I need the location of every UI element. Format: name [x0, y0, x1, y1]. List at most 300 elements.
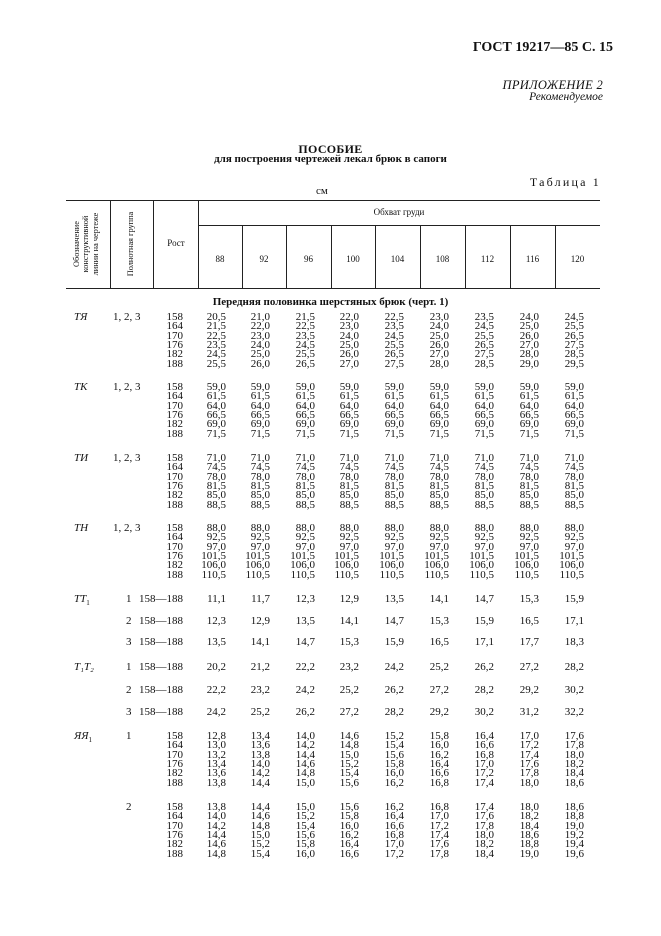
- measurement-value: 74,5: [206, 461, 226, 474]
- measurement-value: 25,2: [250, 706, 270, 718]
- measurement-value: 66,5: [206, 408, 226, 421]
- height-value: 164: [166, 810, 183, 823]
- measurement-value: 24,2: [295, 684, 315, 696]
- measurement-value: 88,0: [384, 522, 404, 534]
- height-value: 164: [166, 390, 183, 403]
- measurement-value: 81,5: [206, 479, 226, 492]
- appendix-title: ПРИЛОЖЕНИЕ 2: [502, 78, 603, 92]
- measurement-value: 18,4: [564, 767, 584, 780]
- measurement-value: 78,0: [250, 470, 270, 483]
- measurement-value: 16,5: [429, 636, 449, 648]
- measurement-value: 71,0: [519, 452, 539, 464]
- measurement-value: 17,2: [474, 767, 494, 780]
- measurement-value: 15,6: [384, 748, 404, 761]
- line-designation-subscript: 1: [86, 599, 90, 608]
- measurement-value: 61,5: [564, 390, 584, 403]
- measurement-value: 26,5: [564, 329, 584, 342]
- measurement-value: 59,0: [564, 381, 584, 393]
- measurement-value: 23,5: [295, 329, 315, 342]
- height-value: 182: [166, 348, 183, 361]
- measurement-value: 101,5: [290, 549, 315, 562]
- measurement-value: 14,8: [339, 739, 359, 752]
- measurement-value: 13,0: [206, 739, 226, 752]
- measurement-value: 18,8: [519, 838, 539, 851]
- measurement-value: 15,8: [384, 757, 404, 770]
- measurement-value: 88,5: [519, 498, 539, 511]
- measurement-value: 25,0: [250, 348, 270, 361]
- measurement-value: 71,5: [339, 427, 359, 440]
- measurement-value: 92,5: [206, 531, 226, 544]
- measurement-value: 101,5: [379, 549, 404, 562]
- measurement-value: 64,0: [295, 399, 315, 412]
- height-value: 158: [166, 381, 183, 393]
- measurement-value: 12,9: [250, 615, 270, 627]
- section-title: Передняя половинка шерстяных брюк (черт. 1): [212, 296, 449, 308]
- measurement-value: 61,5: [519, 390, 539, 403]
- measurement-value: 30,2: [564, 684, 584, 696]
- measurement-value: 14,1: [250, 636, 270, 648]
- measurement-value: 13,8: [250, 748, 270, 761]
- height-value: 158—188: [139, 684, 183, 696]
- header-height: Рост: [167, 238, 185, 248]
- measurement-value: 18,8: [564, 810, 584, 823]
- measurement-value: 71,0: [250, 452, 270, 464]
- measurement-value: 15,8: [339, 810, 359, 823]
- height-value: 182: [166, 838, 183, 851]
- measurement-value: 16,2: [384, 776, 404, 789]
- measurement-value: 26,2: [384, 684, 404, 696]
- measurement-value: 88,5: [295, 498, 315, 511]
- measurement-value: 92,5: [384, 531, 404, 544]
- measurement-value: 14,6: [339, 730, 359, 742]
- measurement-value: 85,0: [295, 489, 315, 502]
- height-value: 170: [166, 748, 183, 761]
- measurement-value: 66,5: [519, 408, 539, 421]
- measurement-value: 18,0: [519, 801, 539, 813]
- measurement-value: 17,4: [474, 776, 494, 789]
- measurement-value: 81,5: [339, 479, 359, 492]
- measurement-value: 17,0: [384, 838, 404, 851]
- fullness-group: 1: [126, 730, 132, 742]
- measurement-value: 85,0: [564, 489, 584, 502]
- measurement-value: 22,2: [206, 684, 226, 696]
- line-designation: Т₁Т₂: [74, 661, 94, 673]
- measurement-value: 27,0: [429, 348, 449, 361]
- measurement-value: 69,0: [564, 418, 584, 431]
- measurement-value: 97,0: [206, 540, 226, 553]
- height-value: 176: [166, 479, 183, 492]
- measurement-value: 24,0: [250, 338, 270, 351]
- measurement-value: 16,8: [429, 801, 449, 813]
- measurement-value: 14,6: [295, 757, 315, 770]
- measurement-value: 81,5: [295, 479, 315, 492]
- measurement-value: 78,0: [295, 470, 315, 483]
- chest-size-104: 104: [390, 254, 405, 264]
- measurement-value: 61,5: [250, 390, 270, 403]
- height-value: 170: [166, 329, 183, 342]
- measurement-value: 16,6: [429, 767, 449, 780]
- height-value: 164: [166, 461, 183, 474]
- measurement-value: 17,7: [519, 636, 539, 648]
- height-value: 170: [166, 819, 183, 832]
- measurement-value: 78,0: [429, 470, 449, 483]
- measurement-value: 110,5: [201, 568, 226, 581]
- height-value: 164: [166, 320, 183, 333]
- measurement-value: 18,0: [564, 748, 584, 761]
- measurement-value: 97,0: [295, 540, 315, 553]
- measurement-value: 16,0: [384, 767, 404, 780]
- measurement-value: 28,2: [564, 661, 584, 673]
- measurement-value: 15,3: [429, 615, 449, 627]
- measurement-value: 23,0: [339, 320, 359, 333]
- measurement-value: 17,2: [429, 819, 449, 832]
- measurement-value: 59,0: [295, 381, 315, 393]
- measurement-value: 78,0: [564, 470, 584, 483]
- measurement-value: 12,9: [339, 593, 359, 605]
- measurement-value: 17,0: [474, 757, 494, 770]
- measurement-value: 15,6: [339, 801, 359, 813]
- measurement-value: 13,6: [250, 739, 270, 752]
- measurement-value: 88,0: [295, 522, 315, 534]
- measurement-value: 101,5: [469, 549, 494, 562]
- height-value: 176: [166, 338, 183, 351]
- measurement-value: 29,0: [519, 357, 539, 370]
- measurement-value: 88,0: [519, 522, 539, 534]
- height-value: 188: [166, 498, 183, 511]
- measurement-value: 14,0: [206, 810, 226, 823]
- measurement-value: 17,6: [564, 730, 584, 742]
- measurement-value: 97,0: [429, 540, 449, 553]
- appendix-status: Рекомендуемое: [529, 91, 603, 103]
- header-designation: Обозначение конструктивной линии на чертеже: [72, 212, 100, 276]
- measurement-value: 66,5: [474, 408, 494, 421]
- measurement-value: 14,2: [295, 739, 315, 752]
- measurement-value: 12,3: [206, 615, 226, 627]
- measurement-value: 69,0: [384, 418, 404, 431]
- measurement-value: 74,5: [250, 461, 270, 474]
- page-reference: ГОСТ 19217—85 С. 15: [472, 40, 613, 55]
- measurement-value: 15,2: [384, 730, 404, 742]
- measurement-value: 15,9: [384, 636, 404, 648]
- header-chest: Обхват груди: [373, 207, 425, 217]
- measurement-value: 27,2: [339, 706, 359, 718]
- measurement-value: 18,2: [519, 810, 539, 823]
- measurement-value: 20,2: [206, 661, 226, 673]
- measurement-value: 18,2: [564, 757, 584, 770]
- height-value: 158—188: [139, 636, 183, 648]
- height-value: 170: [166, 470, 183, 483]
- measurement-value: 19,0: [564, 819, 584, 832]
- height-value: 158—188: [139, 615, 183, 627]
- chest-size-88: 88: [215, 254, 225, 264]
- measurement-value: 12,3: [295, 593, 315, 605]
- measurement-value: 15,3: [519, 593, 539, 605]
- measurement-value: 25,2: [339, 684, 359, 696]
- measurement-value: 59,0: [474, 381, 494, 393]
- measurement-value: 27,0: [339, 357, 359, 370]
- height-value: 164: [166, 531, 183, 544]
- measurement-value: 64,0: [564, 399, 584, 412]
- measurement-value: 92,5: [429, 531, 449, 544]
- measurement-value: 17,2: [519, 739, 539, 752]
- measurement-value: 15,9: [474, 615, 494, 627]
- measurement-value: 110,5: [379, 568, 404, 581]
- measurement-value: 29,2: [519, 684, 539, 696]
- measurement-value: 32,2: [564, 706, 584, 718]
- measurement-value: 26,5: [295, 357, 315, 370]
- measurement-value: 23,0: [429, 311, 449, 323]
- measurement-value: 25,5: [295, 348, 315, 361]
- measurement-value: 28,2: [474, 684, 494, 696]
- measurement-value: 22,0: [250, 320, 270, 333]
- measurement-value: 61,5: [429, 390, 449, 403]
- measurement-value: 22,5: [384, 311, 404, 323]
- measurement-value: 71,0: [429, 452, 449, 464]
- measurement-value: 101,5: [334, 549, 359, 562]
- measurement-value: 69,0: [519, 418, 539, 431]
- measurement-value: 71,5: [250, 427, 270, 440]
- measurement-value: 110,5: [469, 568, 494, 581]
- measurement-value: 64,0: [250, 399, 270, 412]
- fullness-group: 2: [126, 801, 132, 813]
- document-subtitle: для построения чертежей лекал брюк в сапоги: [214, 153, 447, 165]
- measurement-value: 88,5: [339, 498, 359, 511]
- measurement-value: 106,0: [334, 559, 359, 572]
- measurement-value: 17,2: [384, 847, 404, 860]
- measurement-value: 14,8: [250, 819, 270, 832]
- measurement-value: 14,7: [384, 615, 404, 627]
- measurement-value: 27,2: [519, 661, 539, 673]
- measurement-value: 17,8: [474, 819, 494, 832]
- measurement-value: 17,8: [564, 739, 584, 752]
- measurement-value: 16,6: [339, 847, 359, 860]
- measurement-value: 17,1: [564, 615, 584, 627]
- measurement-value: 30,2: [474, 706, 494, 718]
- measurement-value: 97,0: [474, 540, 494, 553]
- chest-size-112: 112: [480, 254, 495, 264]
- height-value: 188: [166, 568, 183, 581]
- measurement-value: 69,0: [429, 418, 449, 431]
- measurement-value: 24,0: [429, 320, 449, 333]
- measurement-value: 85,0: [429, 489, 449, 502]
- measurement-value: 25,5: [206, 357, 226, 370]
- measurement-value: 101,5: [514, 549, 539, 562]
- measurement-value: 16,8: [474, 748, 494, 761]
- measurement-value: 26,0: [519, 329, 539, 342]
- chest-size-92: 92: [259, 254, 269, 264]
- measurement-value: 15,3: [339, 636, 359, 648]
- height-value: 188: [166, 427, 183, 440]
- measurement-value: 24,0: [519, 311, 539, 323]
- measurement-value: 14,2: [206, 819, 226, 832]
- measurement-value: 19,0: [519, 847, 539, 860]
- measurement-value: 17,0: [519, 730, 539, 742]
- measurement-value: 23,5: [474, 311, 494, 323]
- measurement-value: 18,2: [474, 838, 494, 851]
- measurement-value: 64,0: [384, 399, 404, 412]
- document-title: ПОСОБИЕ: [298, 142, 363, 156]
- measurement-value: 18,6: [564, 801, 584, 813]
- measurement-value: 97,0: [519, 540, 539, 553]
- measurement-value: 64,0: [474, 399, 494, 412]
- measurement-value: 61,5: [474, 390, 494, 403]
- measurement-value: 88,0: [250, 522, 270, 534]
- height-value: 188: [166, 357, 183, 370]
- measurement-value: 92,5: [474, 531, 494, 544]
- measurement-value: 13,6: [206, 767, 226, 780]
- measurement-value: 18,4: [474, 847, 494, 860]
- measurement-value: 64,0: [519, 399, 539, 412]
- measurement-value: 17,0: [429, 810, 449, 823]
- measurement-value: 71,0: [206, 452, 226, 464]
- measurement-value: 23,5: [206, 338, 226, 351]
- measurement-value: 110,5: [424, 568, 449, 581]
- measurement-value: 24,0: [339, 329, 359, 342]
- measurement-value: 21,2: [250, 661, 270, 673]
- measurement-value: 17,8: [519, 767, 539, 780]
- measurement-value: 59,0: [429, 381, 449, 393]
- measurement-value: 106,0: [379, 559, 404, 572]
- line-designation: ТИ: [74, 452, 89, 464]
- height-value: 164: [166, 739, 183, 752]
- measurement-value: 15,0: [295, 801, 315, 813]
- measurement-value: 22,5: [206, 329, 226, 342]
- measurement-value: 13,5: [206, 636, 226, 648]
- measurement-value: 18,0: [519, 776, 539, 789]
- height-value: 158: [166, 730, 183, 742]
- measurement-value: 14,4: [295, 748, 315, 761]
- measurement-value: 17,4: [429, 828, 449, 841]
- measurement-value: 69,0: [474, 418, 494, 431]
- measurement-value: 16,6: [474, 739, 494, 752]
- height-value: 158: [166, 311, 183, 323]
- measurement-value: 16,6: [384, 819, 404, 832]
- height-value: 170: [166, 540, 183, 553]
- measurement-value: 106,0: [559, 559, 584, 572]
- fullness-group: 2: [126, 615, 132, 627]
- measurement-value: 59,0: [206, 381, 226, 393]
- measurement-value: 22,2: [295, 661, 315, 673]
- fullness-group: 1: [126, 593, 132, 605]
- measurement-value: 14,0: [250, 757, 270, 770]
- measurement-value: 101,5: [201, 549, 226, 562]
- measurement-value: 15,2: [339, 757, 359, 770]
- measurement-value: 13,4: [250, 730, 270, 742]
- measurement-value: 25,5: [384, 338, 404, 351]
- measurement-value: 24,2: [206, 706, 226, 718]
- measurement-value: 22,0: [339, 311, 359, 323]
- measurement-value: 85,0: [384, 489, 404, 502]
- measurement-value: 13,4: [206, 757, 226, 770]
- measurement-value: 110,5: [514, 568, 539, 581]
- line-designation: ТК: [74, 381, 88, 393]
- measurement-value: 88,5: [384, 498, 404, 511]
- height-value: 158: [166, 452, 183, 464]
- measurement-value: 25,2: [429, 661, 449, 673]
- chest-size-108: 108: [435, 254, 450, 264]
- measurement-value: 71,0: [339, 452, 359, 464]
- fullness-group: 3: [126, 706, 132, 718]
- chest-size-96: 96: [304, 254, 313, 264]
- measurement-value: 88,5: [250, 498, 270, 511]
- measurement-value: 74,5: [339, 461, 359, 474]
- chest-size-100: 100: [346, 254, 360, 264]
- measurement-value: 23,0: [250, 329, 270, 342]
- measurement-value: 17,4: [474, 801, 494, 813]
- height-value: 176: [166, 408, 183, 421]
- height-value: 158: [166, 522, 183, 534]
- measurement-value: 81,5: [429, 479, 449, 492]
- measurement-value: 28,0: [429, 357, 449, 370]
- measurement-value: 88,0: [339, 522, 359, 534]
- measurement-value: 69,0: [206, 418, 226, 431]
- line-designation: $ЯЯ_1$: [74, 730, 92, 745]
- measurement-value: 88,5: [206, 498, 226, 511]
- measurement-value: 85,0: [474, 489, 494, 502]
- fullness-group: 1: [126, 661, 132, 673]
- measurement-value: 14,0: [295, 730, 315, 742]
- height-value: 176: [166, 757, 183, 770]
- measurement-value: 110,5: [559, 568, 584, 581]
- measurement-value: 24,5: [206, 348, 226, 361]
- measurement-value: 74,5: [564, 461, 584, 474]
- measurement-value: 15,6: [339, 776, 359, 789]
- measurement-value: 81,5: [250, 479, 270, 492]
- measurement-value: 24,5: [384, 329, 404, 342]
- measurement-value: 74,5: [429, 461, 449, 474]
- measurement-value: 27,5: [384, 357, 404, 370]
- measurement-value: 15,0: [295, 776, 315, 789]
- measurement-value: 21,5: [206, 320, 226, 333]
- fullness-group: 1, 2, 3: [113, 522, 141, 534]
- fullness-group: 2: [126, 684, 132, 696]
- measurement-value: 21,0: [250, 311, 270, 323]
- measurement-value: 71,0: [474, 452, 494, 464]
- measurement-value: 13,8: [206, 776, 226, 789]
- measurement-value: 24,5: [295, 338, 315, 351]
- measurement-value: 92,5: [564, 531, 584, 544]
- measurement-value: 14,8: [206, 847, 226, 860]
- measurement-value: 14,6: [206, 838, 226, 851]
- measurement-value: 13,8: [206, 801, 226, 813]
- line-designation: $ТТ_1$: [74, 593, 90, 608]
- measurement-value: 18,6: [519, 828, 539, 841]
- measurement-value: 110,5: [245, 568, 270, 581]
- height-value: 182: [166, 418, 183, 431]
- measurement-value: 61,5: [384, 390, 404, 403]
- measurement-value: 88,5: [429, 498, 449, 511]
- measurement-value: 18,0: [474, 828, 494, 841]
- measurement-value: 78,0: [519, 470, 539, 483]
- measurement-value: 16,4: [429, 757, 449, 770]
- measurement-value: 106,0: [290, 559, 315, 572]
- measurement-value: 81,5: [564, 479, 584, 492]
- measurement-value: 23,2: [250, 684, 270, 696]
- chest-size-120: 120: [570, 254, 585, 264]
- measurement-value: 28,0: [519, 348, 539, 361]
- measurement-value: 15,8: [429, 730, 449, 742]
- chest-size-116: 116: [525, 254, 540, 264]
- measurement-value: 22,5: [295, 320, 315, 333]
- measurement-value: 97,0: [339, 540, 359, 553]
- measurement-value: 14,7: [474, 593, 494, 605]
- measurement-value: 31,2: [519, 706, 539, 718]
- measurement-value: 71,0: [564, 452, 584, 464]
- measurement-value: 97,0: [564, 540, 584, 553]
- fullness-group: 3: [126, 636, 132, 648]
- measurement-value: 26,2: [295, 706, 315, 718]
- measurement-value: 15,2: [250, 838, 270, 851]
